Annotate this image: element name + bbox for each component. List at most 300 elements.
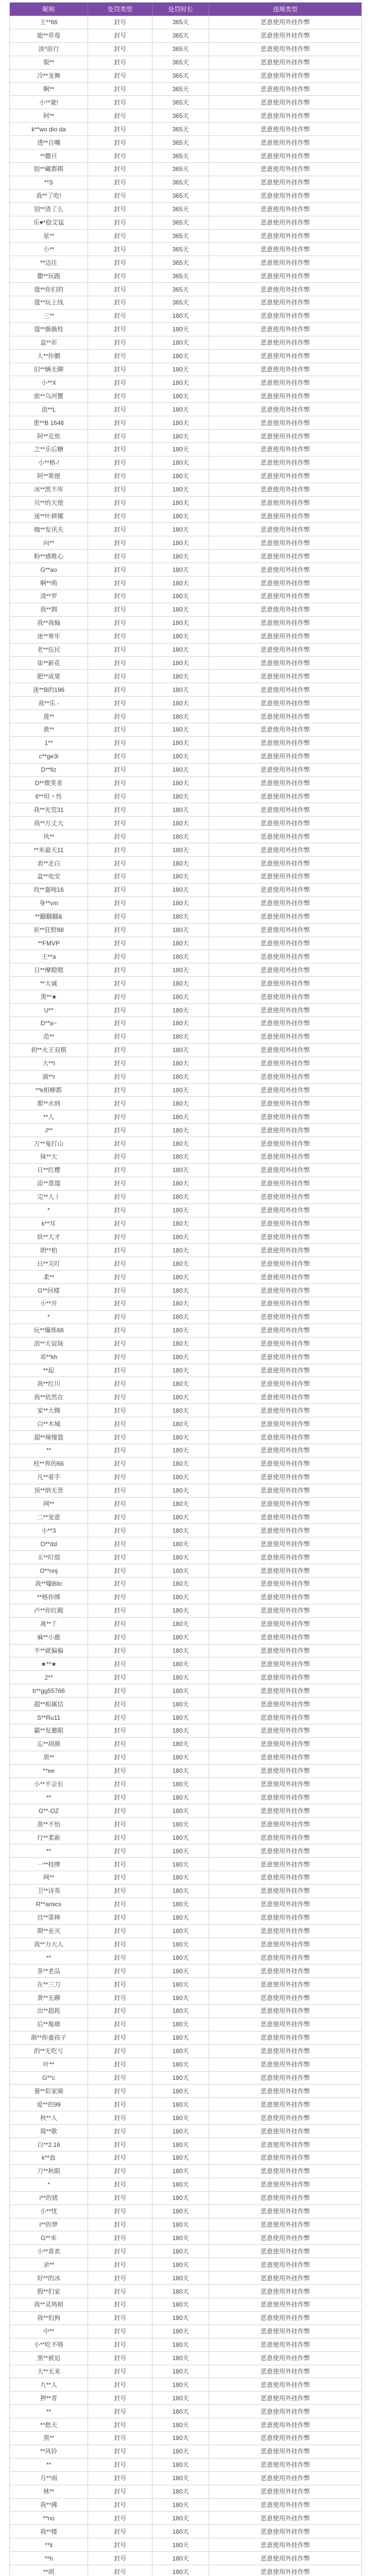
duration-cell: 180天 (153, 1524, 209, 1537)
table-row (10, 1431, 362, 1444)
table-row (10, 256, 362, 269)
violation-type-cell: 恶意使用外挂作弊 (209, 1337, 362, 1351)
violation-type-cell: 恶意使用外挂作弊 (209, 523, 362, 536)
violation-type-cell: 恶意使用外挂作弊 (209, 1631, 362, 1645)
punishment-type-cell: 封号 (88, 376, 153, 389)
table-row (10, 1204, 362, 1217)
violation-type-cell: 恶意使用外挂作弊 (209, 2218, 362, 2232)
punishment-type-cell: 封号 (88, 1858, 153, 1871)
violation-type-cell: 恶意使用外挂作弊 (209, 243, 362, 256)
duration-cell: 180天 (153, 884, 209, 897)
punishment-type-cell: 封号 (88, 2205, 153, 2218)
nickname-cell: 迷**B的196 (10, 683, 88, 697)
punishment-type-cell: 封号 (88, 1938, 153, 1952)
table-row (10, 1738, 362, 1751)
nickname-cell: 网** (10, 1498, 88, 1511)
nickname-cell: 清**罗 (10, 590, 88, 603)
violation-type-cell: 恶意使用外挂作弊 (209, 2165, 362, 2178)
violation-type-cell: 恶意使用外挂作弊 (209, 56, 362, 70)
violation-type-cell: 恶意使用外挂作弊 (209, 2445, 362, 2459)
table-row (10, 2031, 362, 2045)
punishment-type-cell: 封号 (88, 750, 153, 764)
duration-cell: 180天 (153, 950, 209, 963)
nickname-cell: 小**格-! (10, 456, 88, 470)
duration-cell: 180天 (153, 1297, 209, 1311)
punishment-type-cell: 封号 (88, 109, 153, 123)
violation-type-cell: 恶意使用外挂作弊 (209, 2325, 362, 2338)
violation-type-cell: 恶意使用外挂作弊 (209, 2392, 362, 2405)
nickname-cell: 妹**大 (10, 1150, 88, 1164)
violation-type-cell: 恶意使用外挂作弊 (209, 443, 362, 456)
punishment-type-cell: 封号 (88, 843, 153, 857)
duration-cell: 180天 (153, 1885, 209, 1898)
violation-type-cell: 恶意使用外挂作弊 (209, 563, 362, 577)
violation-type-cell: 恶意使用外挂作弊 (209, 2525, 362, 2538)
table-row (10, 990, 362, 1004)
punishment-type-cell: 封号 (88, 1270, 153, 1284)
violation-type-cell: 恶意使用外挂作弊 (209, 1097, 362, 1110)
duration-cell: 180天 (153, 777, 209, 790)
punishment-type-cell: 封号 (88, 1818, 153, 1831)
punishment-type-cell: 封号 (88, 2338, 153, 2352)
duration-cell: 180天 (153, 1591, 209, 1604)
duration-cell: 180天 (153, 577, 209, 590)
punishment-type-cell: 封号 (88, 803, 153, 817)
violation-type-cell: 恶意使用外挂作弊 (209, 657, 362, 670)
table-row (10, 376, 362, 389)
punishment-type-cell: 封号 (88, 924, 153, 937)
punishment-type-cell: 封号 (88, 1431, 153, 1444)
nickname-cell: 黄** (10, 723, 88, 737)
table-row (10, 2018, 362, 2031)
violation-type-cell: 恶意使用外挂作弊 (209, 910, 362, 924)
nickname-cell: **米最天11 (10, 843, 88, 857)
table-row (10, 269, 362, 283)
table-row (10, 1030, 362, 1044)
table-row (10, 2392, 362, 2405)
punishment-type-cell: 封号 (88, 2045, 153, 2058)
violation-type-cell: 恶意使用外挂作弊 (209, 1110, 362, 1124)
violation-type-cell: 恶意使用外挂作弊 (209, 403, 362, 416)
punishment-type-cell: 封号 (88, 136, 153, 149)
violation-type-cell: 恶意使用外挂作弊 (209, 1698, 362, 1711)
duration-cell: 180天 (153, 2312, 209, 2325)
duration-cell: 365天 (153, 96, 209, 109)
duration-cell: 180天 (153, 2552, 209, 2565)
nickname-cell: 老**伍民 (10, 643, 88, 657)
punishment-type-cell: 封号 (88, 1124, 153, 1137)
violation-type-cell: 恶意使用外挂作弊 (209, 1604, 362, 1618)
nickname-cell: 麻**小鹿 (10, 1631, 88, 1645)
duration-cell: 180天 (153, 1738, 209, 1751)
punishment-type-cell: 封号 (88, 483, 153, 497)
table-row (10, 2472, 362, 2485)
table-row (10, 1551, 362, 1564)
nickname-cell: 网** (10, 1871, 88, 1885)
table-row (10, 1804, 362, 1818)
violation-type-cell: 恶意使用外挂作弊 (209, 1431, 362, 1444)
nickname-cell: 我**万丈大 (10, 817, 88, 830)
duration-cell: 180天 (153, 443, 209, 456)
nickname-cell: **翻翻翻& (10, 910, 88, 924)
table-row (10, 1645, 362, 1658)
violation-type-cell: 恶意使用外挂作弊 (209, 737, 362, 750)
punishment-type-cell: 封号 (88, 310, 153, 323)
duration-cell: 180天 (153, 1177, 209, 1191)
table-row (10, 937, 362, 951)
violation-type-cell: 恶意使用外挂作弊 (209, 1137, 362, 1150)
nickname-cell: 柔** (10, 1270, 88, 1284)
table-row (10, 1657, 362, 1671)
violation-type-cell: 恶意使用外挂作弊 (209, 1524, 362, 1537)
duration-cell: 180天 (153, 1404, 209, 1417)
punishment-type-cell: 封号 (88, 817, 153, 830)
table-row (10, 470, 362, 483)
nickname-cell: 日**红樱 (10, 1164, 88, 1177)
punishment-type-cell: 封号 (88, 1951, 153, 1964)
table-row (10, 2312, 362, 2325)
nickname-cell: 好**的冰 (10, 2272, 88, 2285)
punishment-type-cell: 封号 (88, 1217, 153, 1231)
punishment-type-cell: 封号 (88, 1351, 153, 1364)
violation-type-cell: 恶意使用外挂作弊 (209, 1831, 362, 1844)
violation-type-cell: 恶意使用外挂作弊 (209, 2098, 362, 2111)
duration-cell: 180天 (153, 710, 209, 723)
duration-cell: 180天 (153, 2084, 209, 2098)
violation-type-cell: 恶意使用外挂作弊 (209, 1671, 362, 1684)
violation-type-cell: 恶意使用外挂作弊 (209, 1537, 362, 1551)
punishment-type-cell: 封号 (88, 897, 153, 910)
duration-cell: 180天 (153, 2365, 209, 2379)
violation-type-cell: 恶意使用外挂作弊 (209, 590, 362, 603)
table-row (10, 977, 362, 990)
table-row (10, 1938, 362, 1952)
table-row (10, 817, 362, 830)
duration-cell: 365天 (153, 123, 209, 136)
table-row (10, 1698, 362, 1711)
punishment-type-cell: 封号 (88, 2552, 153, 2565)
nickname-cell: 大**无来 (10, 2365, 88, 2379)
punishment-type-cell: 封号 (88, 2151, 153, 2165)
nickname-cell: G**米 (10, 2231, 88, 2245)
punishment-type-cell: 封号 (88, 1297, 153, 1311)
violation-type-cell: 恶意使用外挂作弊 (209, 2418, 362, 2432)
table-row (10, 83, 362, 96)
violation-type-cell: 恶意使用外挂作弊 (209, 1964, 362, 1978)
table-row (10, 1831, 362, 1844)
table-row (10, 536, 362, 550)
violation-type-cell: 恶意使用外挂作弊 (209, 1057, 362, 1071)
nickname-cell: 秋**人 (10, 2111, 88, 2125)
table-row (10, 2005, 362, 2018)
violation-type-cell: 恶意使用外挂作弊 (209, 1511, 362, 1524)
duration-cell: 180天 (153, 1417, 209, 1431)
table-row (10, 176, 362, 190)
punishment-type-cell: 封号 (88, 2231, 153, 2245)
violation-type-cell: 恶意使用外挂作弊 (209, 109, 362, 123)
duration-cell: 180天 (153, 1431, 209, 1444)
table-row (10, 2231, 362, 2245)
punishment-type-cell: 封号 (88, 990, 153, 1004)
violation-type-cell: 恶意使用外挂作弊 (209, 1684, 362, 1698)
violation-type-cell: 恶意使用外挂作弊 (209, 430, 362, 443)
violation-type-cell: 恶意使用外挂作弊 (209, 2258, 362, 2272)
nickname-cell: 期**业灭 (10, 1925, 88, 1938)
punishment-type-cell: 封号 (88, 2538, 153, 2552)
table-row (10, 2258, 362, 2272)
violation-type-cell: 恶意使用外挂作弊 (209, 2285, 362, 2298)
table-row (10, 1978, 362, 1991)
violation-type-cell: 恶意使用外挂作弊 (209, 1150, 362, 1164)
duration-cell: 180天 (153, 1270, 209, 1284)
punishment-type-cell: 封号 (88, 1991, 153, 2005)
duration-cell: 180天 (153, 897, 209, 910)
table-row (10, 1150, 362, 1164)
nickname-cell: 超**辣慢篮 (10, 1431, 88, 1444)
duration-cell: 180天 (153, 843, 209, 857)
duration-cell: 180天 (153, 376, 209, 389)
violation-type-cell: 恶意使用外挂作弊 (209, 29, 362, 43)
duration-cell: 180天 (153, 790, 209, 804)
table-row (10, 1351, 362, 1364)
duration-cell: 180天 (153, 830, 209, 843)
nickname-cell: G**-OZ (10, 1804, 88, 1818)
nickname-cell: 顶**纳无晋 (10, 1484, 88, 1498)
duration-cell: 180天 (153, 1631, 209, 1645)
violation-type-cell: 恶意使用外挂作弊 (209, 296, 362, 310)
violation-type-cell: 恶意使用外挂作弊 (209, 389, 362, 403)
violation-type-cell: 恶意使用外挂作弊 (209, 963, 362, 977)
violation-type-cell: 恶意使用外挂作弊 (209, 2378, 362, 2392)
duration-cell: 180天 (153, 1791, 209, 1805)
duration-cell: 180天 (153, 603, 209, 617)
punishment-type-cell: 封号 (88, 2005, 153, 2018)
nickname-cell: 家**大腾 (10, 1404, 88, 1417)
punishment-type-cell: 封号 (88, 443, 153, 456)
duration-cell: 180天 (153, 977, 209, 990)
nickname-cell: 后**胤瘴 (10, 2018, 88, 2031)
violation-type-cell: 恶意使用外挂作弊 (209, 350, 362, 363)
table-row (10, 336, 362, 350)
punishment-type-cell: 封号 (88, 2352, 153, 2365)
violation-type-cell: 恶意使用外挂作弊 (209, 1177, 362, 1191)
table-row (10, 456, 362, 470)
table-row (10, 2352, 362, 2365)
duration-cell: 180天 (153, 750, 209, 764)
violation-type-cell: 恶意使用外挂作弊 (209, 1044, 362, 1057)
nickname-cell: k**血 (10, 2151, 88, 2165)
violation-type-cell: 恶意使用外挂作弊 (209, 1030, 362, 1044)
nickname-cell: O**dd (10, 1537, 88, 1551)
nickname-cell: O**nnj (10, 1564, 88, 1578)
violation-type-cell: 恶意使用外挂作弊 (209, 123, 362, 136)
duration-cell: 180天 (153, 430, 209, 443)
punishment-type-cell: 封号 (88, 590, 153, 603)
duration-cell: 180天 (153, 1818, 209, 1831)
table-row (10, 750, 362, 764)
nickname-cell: 肥**成果 (10, 670, 88, 683)
nickname-cell: 妖**大才 (10, 1230, 88, 1244)
nickname-cell: 九**人 (10, 2378, 88, 2392)
violation-type-cell: 恶意使用外挂作弊 (209, 2205, 362, 2218)
nickname-cell: 裂** (10, 56, 88, 70)
table-row (10, 963, 362, 977)
violation-type-cell: 恶意使用外挂作弊 (209, 1391, 362, 1404)
table-row (10, 1471, 362, 1484)
punishment-type-cell: 封号 (88, 2084, 153, 2098)
table-row (10, 1885, 362, 1898)
violation-type-cell: 恶意使用外挂作弊 (209, 16, 362, 29)
nickname-cell: 月**雨 (10, 2472, 88, 2485)
duration-cell: 180天 (153, 1444, 209, 1458)
duration-cell: 180天 (153, 1337, 209, 1351)
violation-type-cell: 恶意使用外挂作弊 (209, 1257, 362, 1270)
punishment-type-cell: 封号 (88, 563, 153, 577)
punishment-type-cell: 封号 (88, 230, 153, 243)
table-row (10, 510, 362, 523)
table-row (10, 1858, 362, 1871)
violation-type-cell: 恶意使用外挂作弊 (209, 870, 362, 884)
punishment-type-cell: 封号 (88, 1871, 153, 1885)
nickname-cell: 小** (10, 243, 88, 256)
duration-cell: 365天 (153, 296, 209, 310)
duration-cell: 180天 (153, 1257, 209, 1270)
duration-cell: 180天 (153, 1537, 209, 1551)
punishment-type-cell: 封号 (88, 1738, 153, 1751)
nickname-cell: 身**vm (10, 897, 88, 910)
duration-cell: 180天 (153, 1191, 209, 1204)
duration-cell: 180天 (153, 2245, 209, 2258)
duration-cell: 180天 (153, 2512, 209, 2525)
punishment-type-cell: 封号 (88, 2285, 153, 2298)
nickname-cell: 在**三刀 (10, 1978, 88, 1991)
punishment-type-cell: 封号 (88, 2325, 153, 2338)
nickname-cell: 大**I (10, 1057, 88, 1071)
table-row (10, 2378, 362, 2392)
punishment-type-cell: 封号 (88, 1524, 153, 1537)
nickname-cell: R**amics (10, 1898, 88, 1911)
violation-type-cell: 恶意使用外挂作弊 (209, 2365, 362, 2379)
duration-cell: 180天 (153, 563, 209, 577)
duration-cell: 180天 (153, 2338, 209, 2352)
punishment-type-cell: 封号 (88, 497, 153, 510)
violation-type-cell: 恶意使用外挂作弊 (209, 683, 362, 697)
nickname-cell: 我**怕狗 (10, 2312, 88, 2325)
duration-cell: 365天 (153, 190, 209, 203)
duration-cell: 180天 (153, 1150, 209, 1164)
punishment-type-cell: 封号 (88, 430, 153, 443)
violation-type-cell: 恶意使用外挂作弊 (209, 230, 362, 243)
punishment-type-cell: 封号 (88, 16, 153, 29)
punishment-type-cell: 封号 (88, 323, 153, 336)
nickname-cell: 不**就偏偏 (10, 1645, 88, 1658)
table-row (10, 1404, 362, 1417)
punishment-type-cell: 封号 (88, 269, 153, 283)
violation-type-cell: 恶意使用外挂作弊 (209, 1217, 362, 1231)
nickname-cell: ** (10, 1844, 88, 1858)
duration-cell: 180天 (153, 683, 209, 697)
punishment-type-cell: 封号 (88, 1337, 153, 1351)
table-row (10, 2445, 362, 2459)
table-row (10, 1084, 362, 1097)
nickname-cell: 朗**柏 (10, 1244, 88, 1257)
punishment-type-cell: 封号 (88, 216, 153, 230)
nickname-cell: 小**3 (10, 1524, 88, 1537)
duration-cell: 180天 (153, 764, 209, 777)
punishment-type-cell: 封号 (88, 1030, 153, 1044)
nickname-cell: 阿**果便 (10, 470, 88, 483)
nickname-cell: 我**依然在 (10, 1391, 88, 1404)
punishment-type-cell: 封号 (88, 123, 153, 136)
duration-cell: 180天 (153, 2165, 209, 2178)
table-row (10, 2298, 362, 2312)
violation-type-cell: 恶意使用外挂作弊 (209, 2298, 362, 2312)
table-row (10, 2138, 362, 2151)
nickname-cell: 卫**诗英 (10, 1885, 88, 1898)
nickname-cell: 星** (10, 230, 88, 243)
table-row (10, 350, 362, 363)
violation-type-cell: 恶意使用外挂作弊 (209, 550, 362, 563)
punishment-type-cell: 封号 (88, 29, 153, 43)
nickname-cell: 我**光荒31 (10, 803, 88, 817)
nickname-cell: 撒**玩跑 (10, 269, 88, 283)
table-row (10, 2058, 362, 2072)
punishment-type-cell: 封号 (88, 1657, 153, 1671)
table-row (10, 243, 362, 256)
violation-type-cell: 恶意使用外挂作弊 (209, 2352, 362, 2365)
table-row (10, 1684, 362, 1698)
punishment-type-cell: 封号 (88, 1831, 153, 1844)
nickname-cell: 范** (10, 1030, 88, 1044)
duration-cell: 180天 (153, 2378, 209, 2392)
violation-type-cell: 恶意使用外挂作弊 (209, 176, 362, 190)
punishment-type-cell: 封号 (88, 1257, 153, 1270)
nickname-cell: 忘**胡颜 (10, 1738, 88, 1751)
violation-type-cell: 恶意使用外挂作弊 (209, 70, 362, 83)
table-row (10, 2272, 362, 2285)
nickname-cell: ** (10, 1791, 88, 1805)
punishment-type-cell: 封号 (88, 550, 153, 563)
nickname-cell: **大诚 (10, 977, 88, 990)
nickname-cell: 演**r (10, 1071, 88, 1084)
punishment-type-cell: 封号 (88, 1204, 153, 1217)
table-row (10, 857, 362, 870)
nickname-cell: 蔻**玩上线 (10, 296, 88, 310)
duration-cell: 180天 (153, 470, 209, 483)
punishment-type-cell: 封号 (88, 203, 153, 216)
table-row (10, 2338, 362, 2352)
duration-cell: 365天 (153, 136, 209, 149)
punishment-type-cell: 封号 (88, 283, 153, 296)
duration-cell: 180天 (153, 670, 209, 683)
table-row (10, 697, 362, 710)
table-row (10, 1057, 362, 1071)
nickname-cell: 刀**秋眼 (10, 2165, 88, 2178)
table-row (10, 2111, 362, 2125)
nickname-cell: 行**柔新 (10, 1831, 88, 1844)
duration-cell: 180天 (153, 2072, 209, 2085)
punishment-type-cell: 封号 (88, 630, 153, 643)
table-row (10, 230, 362, 243)
nickname-cell: 小**喜欢 (10, 2245, 88, 2258)
punishment-type-cell: 封号 (88, 1458, 153, 1471)
punishment-type-cell: 封号 (88, 1377, 153, 1391)
nickname-cell: 柱**界的66 (10, 1458, 88, 1471)
table-row (10, 1537, 362, 1551)
violation-type-cell: 恶意使用外挂作弊 (209, 1618, 362, 1631)
punishment-type-cell: 封号 (88, 350, 153, 363)
punishment-type-cell: 封号 (88, 2031, 153, 2045)
